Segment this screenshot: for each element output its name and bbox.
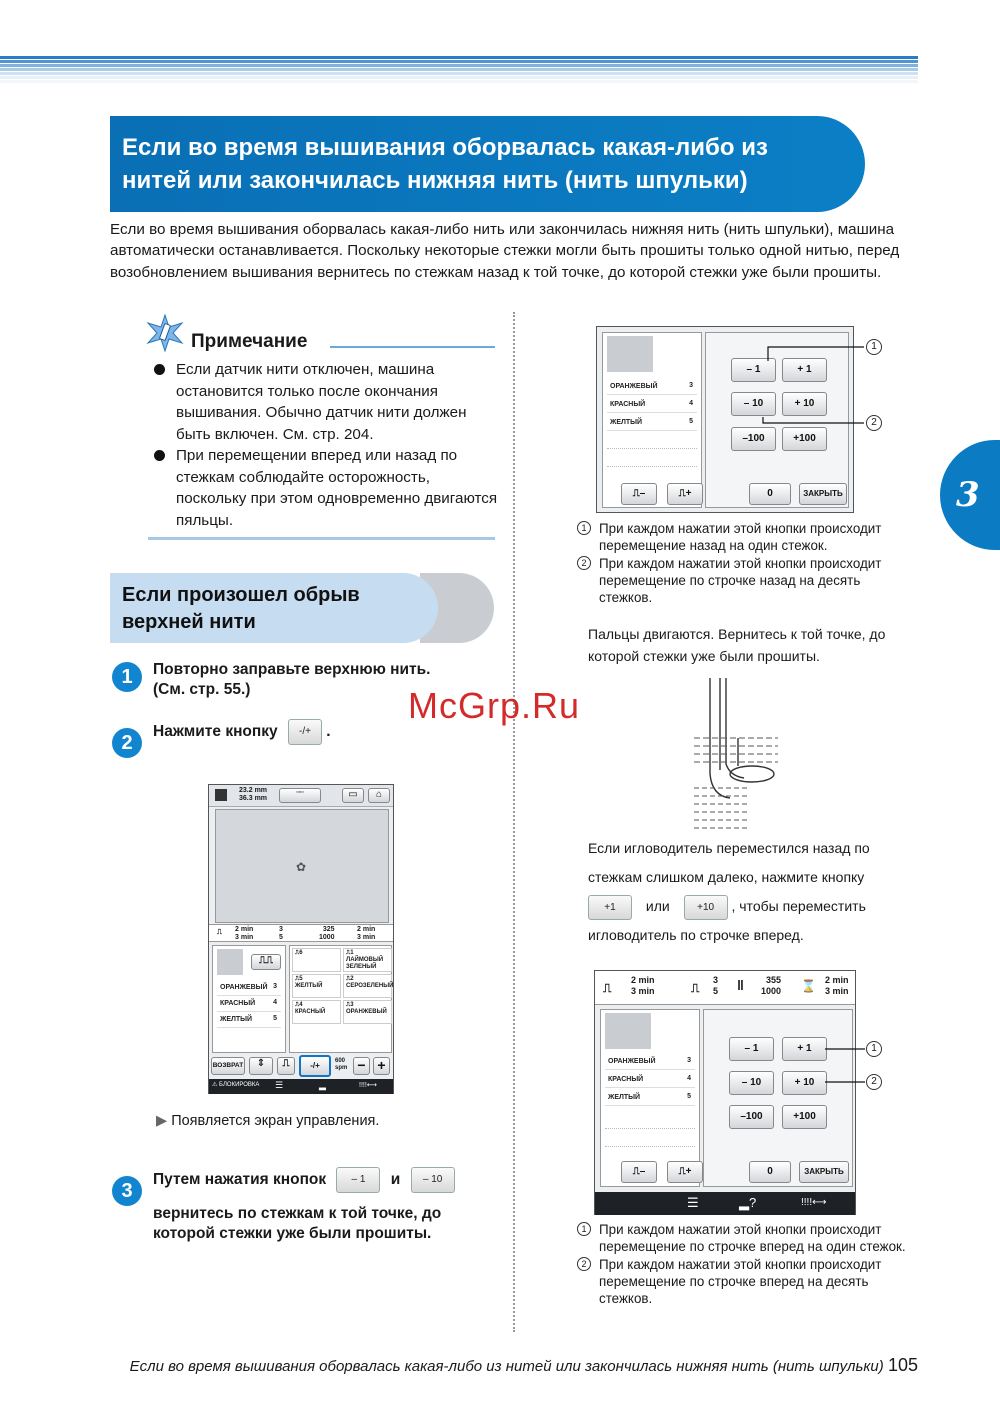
step-3-line3: которой стежки уже были прошиты. [153,1225,432,1242]
page-number: 105 [887,1355,918,1375]
note-title: Примечание [191,331,308,352]
empty-row [605,1146,695,1147]
column-divider [513,312,515,1332]
header-stripe [0,64,918,67]
chapter-number: 3 [956,475,980,515]
forward-1-button[interactable]: + 1 [782,358,827,382]
watermark: McGrp.Ru [408,685,581,726]
thread-list [602,332,702,508]
note-item: При перемещении вперед или назад по стежкам соблюдайте осторожность, поскольку при этом одновременно двигаются пяльцы. [154,445,499,531]
frame-button[interactable]: ⇕ [249,1057,273,1075]
thread-row[interactable]: ЖЕЛТЫЙ 5 [607,415,697,431]
forward-100-button[interactable]: +100 [782,1105,827,1129]
step-3-conj: и [390,1171,401,1188]
color-icon: ⎍ [691,981,700,995]
design-size: 23.2 mm 36.3 mm [239,787,268,802]
back-10-button[interactable]: – 10 [731,392,776,416]
back-1-button[interactable]: – 1 [731,358,776,382]
note-title-rule [330,346,495,348]
spool-button[interactable]: ⎍⎍ [251,954,281,970]
arrow-icon: ▶ [156,1113,168,1129]
back-10-button[interactable]: – 10 [729,1071,774,1095]
step-number: 2 [112,728,142,758]
spool-cell[interactable]: ⎍5 ЖЕЛТЫЙ [292,974,341,998]
stitch-adjust-screen-forward [594,970,856,1215]
thread-row[interactable]: КРАСНЫЙ 4 [605,1072,695,1088]
para-line: Если игловодитель переместился назад по [588,840,870,856]
needle-illustration [690,678,782,836]
status-bar: ⎍ 2 min 3 min 3 5 325 1000 2 min 3 min [209,924,393,942]
color-plus-button[interactable]: ⎍+ [667,1161,703,1183]
step-3-continued [153,1204,503,1244]
tension-icon[interactable]: !!!!⟷ [801,1197,827,1208]
step-3-line2: вернитесь по стежкам к той точке, до [153,1205,442,1222]
intro-paragraph: Если во время вышивания оборвалась какая-либо нить или закончилась нижняя нить (нить шпульки), машина автоматически останавливается. Поскольку некоторые стежки могли быть прошиты только одной нитью, перед возобновлением вышивания вернитесь по стежкам назад к той точке, до которой стежки уже были прошиты. [110,221,900,281]
stitch-adjust-button[interactable] [288,719,322,745]
step-number: 3 [112,1176,142,1206]
spool-grid [289,945,392,1053]
lock-button[interactable]: ⚠ БЛОКИРОВКА [212,1082,260,1088]
page-title [122,131,862,197]
design-thumb [217,949,243,975]
design-thumbnail-icon: ✿ [296,860,307,874]
header-stripe [0,68,918,71]
header-stripe [0,80,918,83]
page-footer [110,1355,918,1376]
appears-label: Появляется экран управления. [171,1113,380,1129]
note-bottom-rule [148,537,495,540]
thread-row[interactable]: ОРАНЖЕВЫЙ 3 [607,379,697,395]
callouts-b [577,1221,917,1307]
speed-plus-button[interactable]: + [373,1057,390,1075]
back-1-button[interactable]: – 1 [729,1037,774,1061]
para-line-buttons: +1 или +10 , чтобы переместить [588,892,918,921]
screen-top-bar [209,785,393,807]
header-stripe [0,76,918,79]
callouts-a [577,520,917,606]
para-line: игловодитель по строчке вперед. [588,927,804,943]
spool-cell[interactable]: ⎍1 ЛАЙМОВЫЙ ЗЕЛЕНЫЙ [343,948,392,972]
forward-10-button[interactable]: + 10 [782,1071,827,1095]
step-2-label: Нажмите кнопку [153,723,278,741]
needle-button[interactable]: ⎍ [277,1057,295,1075]
thread-row[interactable]: ОРАНЖЕВЫЙ 3 [217,980,281,996]
speed-minus-button[interactable]: − [353,1057,370,1075]
home-icon[interactable]: ⌂ [368,788,390,803]
callout-marker: 1 [866,339,882,355]
design-thumb [607,336,653,372]
back-1-button[interactable]: – 1 [336,1167,380,1193]
note-star-icon [146,314,184,352]
close-button[interactable]: ЗАКРЫТЬ [799,1161,849,1183]
color-minus-button[interactable]: ⎍– [621,483,657,505]
section-title [122,582,442,636]
callout-item: 2 При каждом нажатии этой кнопки происходит перемещение по строчке назад на десять стежков. [577,555,917,607]
empty-row [607,448,697,449]
close-button[interactable]: ЗАКРЫТЬ [799,483,847,505]
step-3-label: Путем нажатия кнопок [153,1171,327,1188]
zero-button[interactable]: 0 [749,1161,791,1183]
list-icon[interactable]: ☰ [275,1080,284,1090]
header-stripes [0,56,918,86]
step-3-text [153,1166,503,1194]
time-icon: ⎍ [217,929,222,936]
callout-item: 2 При каждом нажатии этой кнопки происходит перемещение по строчке вперед на десять стежков. [577,1256,917,1308]
step-1-line1: Повторно заправьте верхнюю нить. [153,661,431,678]
screen-bottom-bar [209,1079,393,1094]
callout-marker: 2 [866,1074,882,1090]
back-10-button[interactable]: – 10 [411,1167,455,1193]
thread-row[interactable]: ЖЕЛТЫЙ 5 [217,1012,281,1028]
back-100-button[interactable]: –100 [729,1105,774,1129]
color-minus-button[interactable]: ⎍– [621,1161,657,1183]
color-plus-button[interactable]: ⎍+ [667,483,703,505]
needle-icon: ‖ [737,977,744,993]
empty-row [605,1128,695,1129]
return-button[interactable]: ВОЗВРАТ [211,1057,245,1075]
para-line: стежкам слишком далеко, нажмите кнопку [588,869,865,885]
thread-list [212,945,286,1053]
note-list [154,359,499,531]
forward-10-button[interactable]: + 10 [782,392,827,416]
step-number: 1 [112,662,142,692]
zero-button[interactable]: 0 [749,483,791,505]
stitch-adjust-button[interactable]: -/+ [299,1055,331,1077]
thread-row[interactable]: ЖЕЛТЫЙ 5 [605,1090,695,1106]
forward-100-button[interactable]: +100 [782,427,827,451]
step-2-suffix: . [326,723,331,741]
tension-icon[interactable]: !!!!⟷ [359,1082,377,1089]
footer-text: Если во время вышивания оборвалась какая-либо из нитей или закончилась нижняя нить (нить шпульки) [129,1358,884,1375]
section-title-line2: верхней нити [122,611,256,633]
page-title-line1: Если во время вышивания оборвалась какая-либо из [122,134,768,161]
step-1-line2: (См. стр. 55.) [153,681,251,698]
embroidery-screen [208,784,394,1094]
design-preview [215,809,389,923]
result-text [156,1113,379,1129]
screen-bottom-bar [595,1192,855,1215]
spool-cell[interactable]: ⎍3 ОРАНЖЕВЫЙ [343,1000,392,1024]
forward-1-button[interactable]: +1 [588,895,632,920]
section-title-line1: Если произошел обрыв [122,584,360,606]
forward-10-button[interactable]: +10 [684,895,728,920]
forward-1-button[interactable]: + 1 [782,1037,827,1061]
thread-row[interactable]: КРАСНЫЙ 4 [607,397,697,413]
thread-row[interactable]: КРАСНЫЙ 4 [217,996,281,1012]
status-bar: ⎍ 2 min 3 min ⎍ 3 5 ‖ 355 1000 ⌛ 2 min 3 min [595,971,855,1005]
header-stripe [0,60,918,63]
design-thumb [605,1013,651,1049]
back-100-button[interactable]: –100 [731,427,776,451]
header-stripe [0,72,918,75]
spool-cell[interactable]: ⎍2 СЕРОЗЕЛЕНЫЙ [343,974,392,998]
layout-button[interactable]: ▫▫▫ [279,788,321,803]
hourglass-icon: ⌛ [801,979,816,993]
callout-item: 1 При каждом нажатии этой кнопки происходит перемещение по строчке вперед на один стежок. [577,1221,917,1256]
stitch-adjust-label: -/+ [298,726,311,737]
callout-lines [825,1040,870,1090]
callout-marker: 1 [866,1041,882,1057]
presser-icon[interactable]: ▂ [319,1080,326,1090]
too-far-paragraph [588,834,918,950]
size-icon [215,789,227,801]
header-stripe [0,56,918,59]
time-icon: ⎍ [603,981,612,995]
list-icon[interactable]: ☰ [687,1195,699,1210]
frames-move-text: Пальцы двигаются. Вернитесь к той точке, до которой стежки уже были прошиты. [588,626,886,664]
help-icon[interactable]: ▂? [739,1195,757,1210]
empty-row [607,466,697,467]
callout-marker: 2 [866,415,882,431]
spool-cell[interactable]: ⎍6 [292,948,341,972]
thread-row[interactable]: ОРАНЖЕВЫЙ 3 [605,1054,695,1070]
screen-button[interactable]: ▭ [342,788,364,803]
note-item: Если датчик нити отключен, машина остановится только после окончания вышивания. Обычно датчик нити должен быть включен. См. стр. 204. [154,359,499,445]
speed-display: 600 spm [335,1058,348,1071]
callout-item: 1 При каждом нажатии этой кнопки происходит перемещение назад на один стежок. [577,520,917,555]
page-title-line2: нитей или закончилась нижняя нить (нить шпульки) [122,167,748,194]
spool-cell[interactable]: ⎍4 КРАСНЫЙ [292,1000,341,1024]
